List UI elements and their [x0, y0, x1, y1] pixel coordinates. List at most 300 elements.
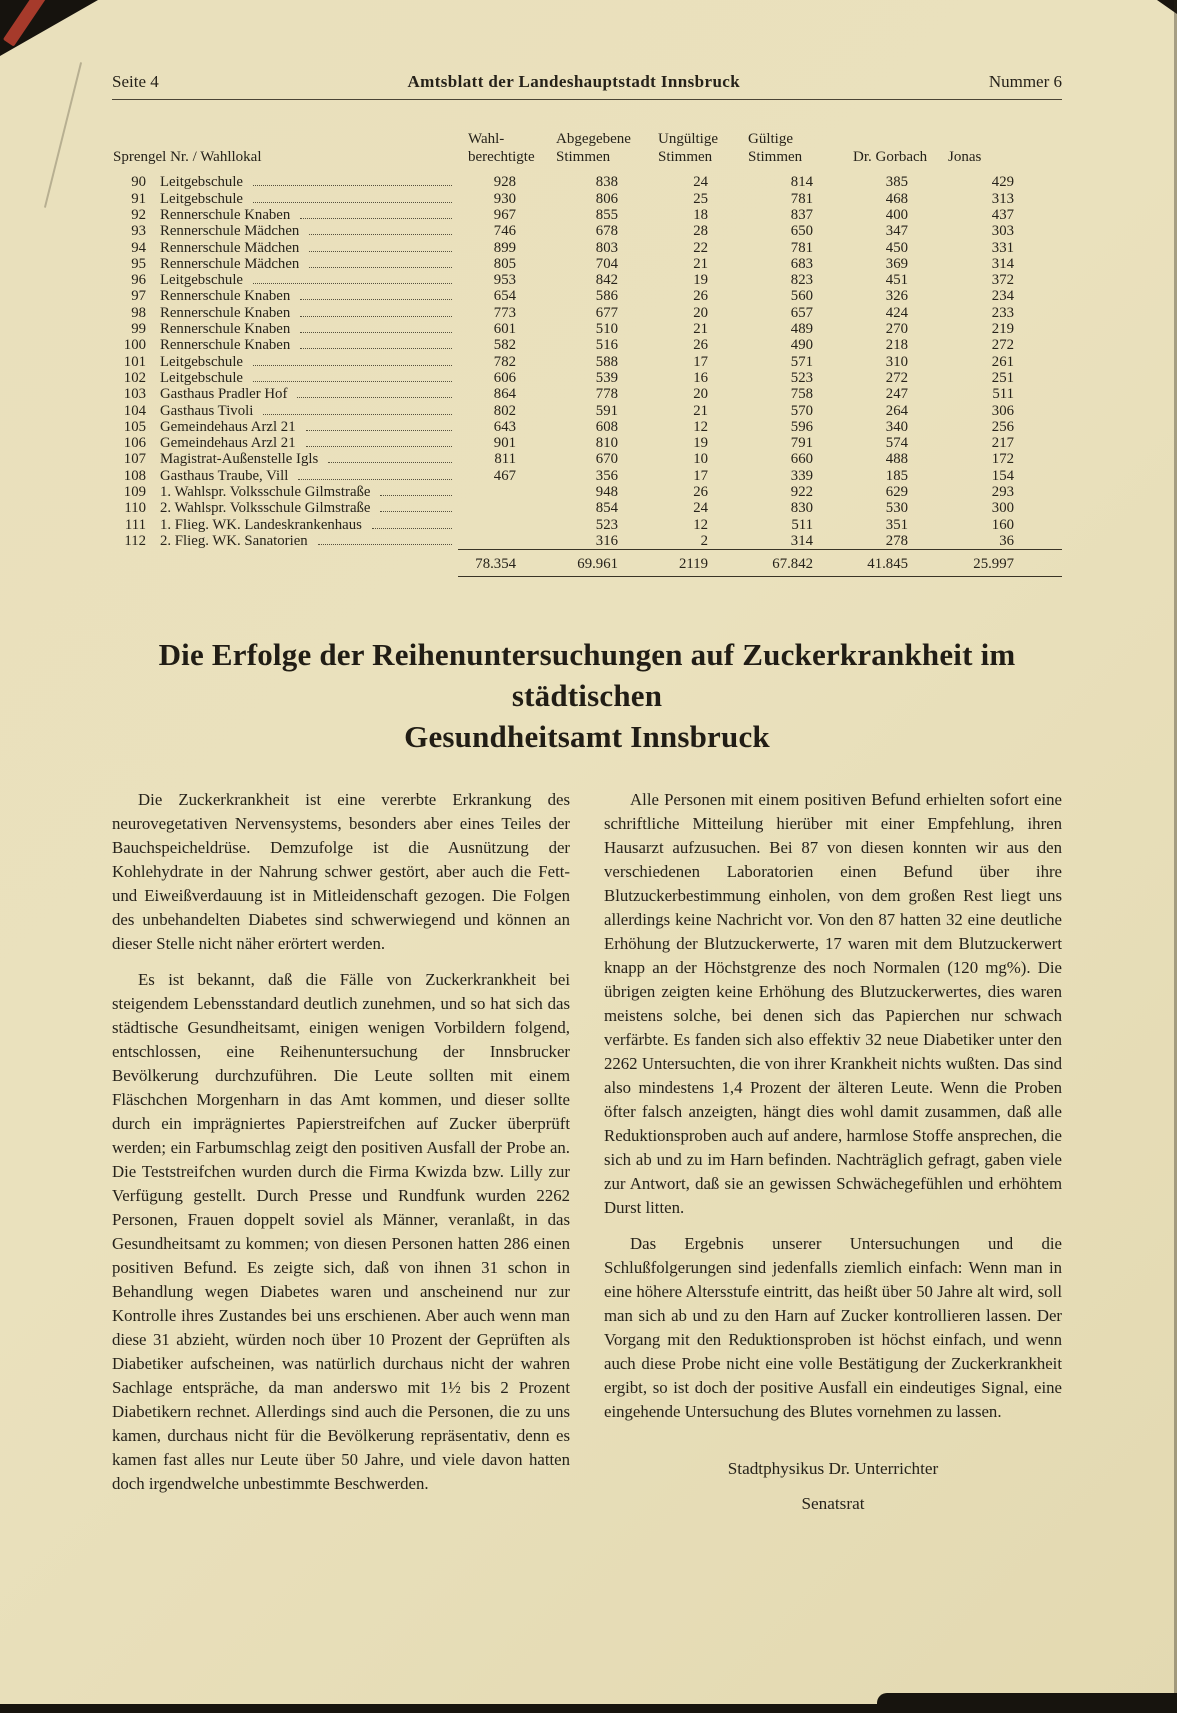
result-value: 451: [885, 272, 908, 289]
table-row: [112, 533, 1062, 550]
result-value: 758: [790, 386, 813, 403]
result-value: 510: [595, 321, 618, 338]
result-value: 591: [595, 402, 618, 419]
table-row: [112, 370, 1062, 386]
result-value: 571: [790, 353, 813, 370]
result-value: 806: [595, 190, 618, 207]
dot-leader: [328, 461, 452, 463]
col-header-line: Dr. Gorbach: [853, 148, 928, 165]
article-column-right: [604, 788, 1062, 1521]
result-value: 953: [493, 272, 516, 289]
result-value: 608: [595, 418, 618, 435]
article-column-right-paragraphs: [604, 788, 1062, 1424]
table-header: [112, 130, 1062, 174]
result-value: 437: [991, 206, 1014, 223]
result-value: 864: [493, 386, 516, 403]
table-row: [112, 451, 1062, 467]
result-value: 778: [595, 386, 618, 403]
result-value: 574: [885, 435, 908, 452]
result-value: 582: [493, 337, 516, 354]
table-row: [112, 500, 1062, 516]
result-value: 539: [595, 369, 618, 386]
polling-place-name: Rennerschule Knaben: [160, 304, 291, 321]
table-header-row: [112, 130, 1062, 174]
article-paragraph: Es ist bekannt, daß die Fälle von Zuckerkrankheit bei steigendem Lebensstandard deutlich zunehmen, und so hat sich das städtische Gesundheitsamt, einigen wenigen Vorbildern folgend, entschlossen, eine Reihenuntersuchung der Innsbrucker Bevölkerung durchzuführen. Die Leute sollten mit einem Fläschchen Morgenharn in das Amt kommen, und dieser sollte durch ein imprägniertes Papierstreifchen auf Zucker überprüft werden; ein Farbumschlag zeigt den positiven Ausfall der Probe an. Die Teststreifchen wurden durch die Firma Kwizda bzw. Lilly zur Verfügung gestellt. Durch Presse und Rundfunk wurden 2262 Personen, Frauen doppelt soviel als Männer, veranlaßt, in das Gesundheitsamt zu kommen; von diesen Personen hatten 286 einen positiven Befund. Es zeigte sich, daß von ihnen 31 schon in Behandlung wegen Diabetes waren und anscheinend nur zur Kontrolle ihres Zustandes bei uns erschienen. Aber auch wenn man diese 31 abzieht, würden noch über 10 Prozent der Geprüften als Diabetiker aufscheinen, was natürlich durchaus nicht der wahren Sachlage entspräche, da man anderswo mit 1½ bis 2 Prozent Diabetikern rechnet. Allerdings sind auch die Personen, die zu uns kamen, durchaus nicht für die Bevölkerung repräsentativ, denn es kamen fast alles nur Leute über 50 Jahre, und viele davon hatten doch irgendwelche unbestimmte Beschwerden.: [112, 970, 570, 1494]
result-value: 782: [493, 353, 516, 370]
result-value: [458, 533, 546, 550]
result-value: 21: [693, 321, 708, 338]
dot-leader: [253, 364, 452, 366]
table-row: [112, 174, 1062, 190]
result-value: 781: [790, 239, 813, 256]
polling-place-cell: [112, 517, 458, 533]
polling-place-cell: [112, 403, 458, 419]
result-value: 264: [885, 402, 908, 419]
precinct-number: 110: [124, 500, 146, 517]
precinct-number: 95: [131, 255, 146, 272]
result-value: 36: [999, 532, 1014, 549]
table-row: [112, 337, 1062, 353]
col-header-line: Wahl-: [468, 131, 505, 147]
article-paragraph: Das Ergebnis unserer Untersuchungen und die Schlußfolgerungen sind jedenfalls ziemlich einfach: Wenn man in eine höhere Altersstufe eintritt, das heißt über 50 Jahre alt wird, soll man sich ab und zu den Harn auf Zucker kontrollieren lassen. Der Vorgang mit den Reduktionsproben ist höchst einfach, und wenn auch diese Probe nicht eine volle Bestätigung der Zuckerkrankheit ergibt, so ist doch der positive Ausfall ein eindeutiges Signal, eine eingehende Untersuchung des Blutes vornehmen zu lassen.: [604, 1234, 1062, 1422]
result-value: 347: [885, 223, 908, 240]
result-value: 490: [790, 337, 813, 354]
result-value: 18: [693, 206, 708, 223]
result-value: 22: [693, 239, 708, 256]
result-value: 650: [790, 223, 813, 240]
precinct-number: 97: [131, 288, 146, 305]
precinct-number: 101: [123, 353, 146, 370]
precinct-number: 98: [131, 304, 146, 321]
election-results-table: [112, 130, 1062, 577]
result-value: 310: [885, 353, 908, 370]
polling-place-name: 1. Flieg. WK. Landeskrankenhaus: [160, 516, 362, 533]
col-header: [546, 130, 648, 174]
page-content: [112, 72, 1062, 1521]
col-header-line: Jonas: [948, 148, 982, 165]
col-header-line: Gültige: [748, 131, 793, 147]
result-value: 523: [790, 369, 813, 386]
result-value: 251: [991, 369, 1014, 386]
col-header-line: berechtigte: [468, 148, 535, 165]
result-value: 160: [991, 516, 1014, 533]
result-value: 385: [885, 174, 908, 191]
result-value: 530: [885, 500, 908, 517]
polling-place-name: Magistrat-Außenstelle Igls: [160, 451, 319, 468]
precinct-number: 105: [123, 418, 146, 435]
col-header: [843, 130, 938, 174]
result-value: 803: [595, 239, 618, 256]
polling-place-name: Rennerschule Knaben: [160, 206, 291, 223]
precinct-number: 109: [123, 484, 146, 501]
polling-place-cell: [112, 305, 458, 321]
headline-line-1: Die Erfolge der Reihenuntersuchungen auf Zuckerkrankheit im städtischen: [158, 637, 1016, 714]
precinct-number: 102: [123, 369, 146, 386]
table-row: [112, 256, 1062, 272]
result-value: 791: [790, 435, 813, 452]
result-value: 489: [790, 321, 813, 338]
table-row: [112, 386, 1062, 402]
article-headline: [112, 635, 1062, 758]
total-value: 2119: [648, 550, 738, 577]
total-value: 78.354: [458, 550, 546, 577]
dot-leader: [380, 494, 452, 496]
result-value: 677: [595, 304, 618, 321]
result-value: 467: [493, 467, 516, 484]
result-value: 773: [493, 304, 516, 321]
polling-place-cell: [112, 386, 458, 402]
result-value: 272: [885, 369, 908, 386]
result-value: 17: [693, 353, 708, 370]
polling-place-name: Gasthaus Traube, Vill: [160, 467, 289, 484]
col-header: [648, 130, 738, 174]
result-value: 313: [991, 190, 1014, 207]
polling-place-cell: [112, 468, 458, 484]
polling-place-cell: [112, 174, 458, 190]
result-value: 19: [693, 272, 708, 289]
precinct-number: 104: [123, 402, 146, 419]
dot-leader: [306, 445, 452, 447]
result-value: 838: [595, 174, 618, 191]
total-value: 69.961: [546, 550, 648, 577]
col-header-line: Abgegebene: [556, 131, 631, 147]
result-value: 234: [991, 288, 1014, 305]
polling-place-name: Leitgebschule: [160, 272, 243, 289]
result-value: [458, 484, 546, 500]
result-value: 588: [595, 353, 618, 370]
totals-row: [112, 550, 1062, 577]
result-value: 837: [790, 206, 813, 223]
dot-leader: [380, 510, 452, 512]
total-value: 41.845: [843, 550, 938, 577]
result-value: 24: [693, 174, 708, 191]
dot-leader: [300, 331, 452, 333]
result-value: 16: [693, 369, 708, 386]
result-value: 928: [493, 174, 516, 191]
result-value: 20: [693, 304, 708, 321]
result-value: 351: [885, 516, 908, 533]
result-value: 670: [595, 451, 618, 468]
polling-place-cell: [112, 337, 458, 353]
col-header-line: Stimmen: [658, 148, 713, 165]
result-value: 424: [885, 304, 908, 321]
signature-block: [604, 1452, 1062, 1521]
table-body: [112, 174, 1062, 549]
result-value: 922: [790, 484, 813, 501]
table-row: [112, 305, 1062, 321]
precinct-number: 96: [131, 272, 146, 289]
table-row: [112, 354, 1062, 370]
polling-place-cell: [112, 288, 458, 304]
polling-place-cell: [112, 533, 458, 550]
table-row: [112, 272, 1062, 288]
result-value: 261: [991, 353, 1014, 370]
dot-leader: [253, 282, 452, 284]
result-value: 293: [991, 484, 1014, 501]
result-value: 339: [790, 467, 813, 484]
dot-leader: [300, 298, 452, 300]
precinct-number: 92: [131, 206, 146, 223]
article-column-left: [112, 788, 570, 1521]
result-value: 21: [693, 255, 708, 272]
dot-leader: [372, 527, 452, 529]
col-header-wahllokal: Sprengel Nr. / Wahllokal: [113, 149, 262, 166]
scan-artifact-scratch: [44, 62, 82, 208]
dot-leader: [318, 543, 452, 545]
result-value: 948: [595, 484, 618, 501]
table-row: [112, 321, 1062, 337]
polling-place-name: Rennerschule Mädchen: [160, 255, 300, 272]
signature-title: Senatsrat: [801, 1493, 865, 1513]
col-header: [738, 130, 843, 174]
polling-place-name: Leitgebschule: [160, 174, 243, 191]
result-value: 606: [493, 369, 516, 386]
article-paragraph: Alle Personen mit einem positiven Befund erhielten sofort eine schriftliche Mitteilung hierüber mit einer Empfehlung, ihren Hausarzt aufzusuchen. Bei 87 von diesen konnten wir aus den verschiedenen Laboratorien einen Befund über ihre Blutzuckerbestimmung einholen, von dem großen Rest liegt uns allerdings keine Nachricht vor. Von den 87 hatten 32 eine deutliche Erhöhung der Blutzuckerwerte, 17 waren mit dem Blutzuckerwert knapp an der Höchstgrenze des noch Normalen (120 mg%). Die übrigen zeigten keine Erhöhung des Blutzuckerwertes, dies waren meistens solche, bei denen sich das Papierchen nur schwach verfärbte. Es fanden sich also effektiv 32 neue Diabetiker unter den 2262 Untersuchten, die von ihrer Krankheit nichts wußten. Das sind also mindestens 1,4 Prozent der älteren Leute. Wenn die Proben öfter falsch anzeigten, hängt dies wohl damit zusammen, daß alle Reduktionsproben auch auf andere, harmlose Stoffe ansprechen, die sich ab und zu im Harn befinden. Nachträglich gefragt, gaben viele zur Antwort, daß sie an gewissen Schwächegefühlen und erhöhtem Durst litten.: [604, 789, 1062, 1218]
polling-place-name: Rennerschule Knaben: [160, 321, 291, 338]
col-header: [458, 130, 546, 174]
polling-place-name: Leitgebschule: [160, 353, 243, 370]
result-value: 272: [991, 337, 1014, 354]
polling-place-name: 1. Wahlspr. Volksschule Gilmstraße: [160, 484, 371, 501]
result-value: 901: [493, 435, 516, 452]
result-value: 19: [693, 435, 708, 452]
result-value: 185: [885, 467, 908, 484]
dot-leader: [300, 347, 452, 349]
result-value: 657: [790, 304, 813, 321]
result-value: 340: [885, 418, 908, 435]
result-value: 326: [885, 288, 908, 305]
precinct-number: 106: [123, 435, 146, 452]
result-value: 805: [493, 255, 516, 272]
result-value: 331: [991, 239, 1014, 256]
result-value: 899: [493, 239, 516, 256]
result-value: 629: [885, 484, 908, 501]
polling-place-cell: [112, 435, 458, 451]
result-value: 511: [791, 516, 813, 533]
dot-leader: [300, 315, 452, 317]
scan-artifact-bottom-right-corner: [877, 1693, 1177, 1713]
result-value: 855: [595, 206, 618, 223]
result-value: 654: [493, 288, 516, 305]
dot-leader: [253, 184, 452, 186]
totals-label-cell: [112, 550, 458, 577]
result-value: 316: [595, 532, 618, 549]
polling-place-cell: [112, 272, 458, 288]
result-value: 154: [991, 467, 1014, 484]
result-value: 10: [693, 451, 708, 468]
table-footer: [112, 550, 1062, 577]
result-value: 930: [493, 190, 516, 207]
table-row: [112, 288, 1062, 304]
result-value: 21: [693, 402, 708, 419]
precinct-number: 107: [123, 451, 146, 468]
total-value: 67.842: [738, 550, 843, 577]
polling-place-name: Gasthaus Tivoli: [160, 402, 254, 419]
masthead-title: Amtsblatt der Landeshauptstadt Innsbruck: [407, 72, 741, 91]
table-row: [112, 207, 1062, 223]
result-value: 26: [693, 337, 708, 354]
result-value: 372: [991, 272, 1014, 289]
result-value: 781: [790, 190, 813, 207]
polling-place-name: 2. Wahlspr. Volksschule Gilmstraße: [160, 500, 371, 517]
polling-place-cell: [112, 354, 458, 370]
polling-place-name: Rennerschule Mädchen: [160, 223, 300, 240]
result-value: 300: [991, 500, 1014, 517]
col-header: [938, 130, 1062, 174]
result-value: 314: [991, 255, 1014, 272]
result-value: 278: [885, 532, 908, 549]
result-value: 233: [991, 304, 1014, 321]
dot-leader: [309, 266, 452, 268]
page-number: Seite 4: [112, 72, 159, 91]
dot-leader: [253, 201, 452, 203]
result-value: 643: [493, 418, 516, 435]
result-value: 511: [992, 386, 1014, 403]
result-value: 219: [991, 321, 1014, 338]
result-value: 586: [595, 288, 618, 305]
result-value: 830: [790, 500, 813, 517]
signature-name: Stadtphysikus Dr. Unterrichter: [727, 1459, 939, 1479]
result-value: 704: [595, 255, 618, 272]
result-value: 468: [885, 190, 908, 207]
result-value: 20: [693, 386, 708, 403]
precinct-number: 90: [131, 174, 146, 191]
result-value: 12: [693, 516, 708, 533]
table-row: [112, 435, 1062, 451]
table-row: [112, 484, 1062, 500]
result-value: 172: [991, 451, 1014, 468]
table-row: [112, 240, 1062, 256]
polling-place-cell: [112, 484, 458, 500]
precinct-number: 99: [131, 321, 146, 338]
result-value: 523: [595, 516, 618, 533]
result-value: 802: [493, 402, 516, 419]
dot-leader: [300, 217, 452, 219]
dot-leader: [297, 396, 452, 398]
result-value: 660: [790, 451, 813, 468]
total-value: 25.997: [938, 550, 1062, 577]
result-value: 596: [790, 418, 813, 435]
table-row: [112, 468, 1062, 484]
result-value: 247: [885, 386, 908, 403]
result-value: 450: [885, 239, 908, 256]
result-value: 26: [693, 288, 708, 305]
article-paragraph: Die Zuckerkrankheit ist eine vererbte Erkrankung des neurovegetativen Nervensystems, besonders aber eines Teiles der Bauchspeicheldrüse. Demzufolge ist die Ausnützung der Kohlehydrate in der Nahrung schwer gestört, aber auch die Fett- und Eiweißverdauung ist in Mitleidenschaft gezogen. Die Folgen des unbehandelten Diabetes sind schwerwiegend und können an dieser Stelle nicht näher erörtert werden.: [112, 789, 570, 954]
table-row: [112, 191, 1062, 207]
col-header-line: Stimmen: [748, 148, 803, 165]
result-value: 314: [790, 532, 813, 549]
result-value: 217: [991, 435, 1014, 452]
result-value: 683: [790, 255, 813, 272]
precinct-number: 108: [123, 467, 146, 484]
result-value: [458, 517, 546, 533]
precinct-number: 94: [131, 239, 146, 256]
polling-place-name: 2. Flieg. WK. Sanatorien: [160, 533, 308, 550]
polling-place-name: Gemeindehaus Arzl 21: [160, 418, 296, 435]
result-value: 256: [991, 418, 1014, 435]
result-value: 28: [693, 223, 708, 240]
table-row: [112, 223, 1062, 239]
polling-place-cell: [112, 256, 458, 272]
polling-place-name: Rennerschule Knaben: [160, 288, 291, 305]
polling-place-name: Rennerschule Mädchen: [160, 239, 300, 256]
result-value: 17: [693, 467, 708, 484]
precinct-number: 93: [131, 223, 146, 240]
dot-leader: [298, 478, 452, 480]
polling-place-name: Leitgebschule: [160, 190, 243, 207]
dot-leader: [306, 429, 452, 431]
precinct-number: 112: [124, 533, 146, 550]
result-value: [458, 500, 546, 516]
precinct-number: 103: [123, 386, 146, 403]
result-value: 810: [595, 435, 618, 452]
result-value: 854: [595, 500, 618, 517]
result-value: 356: [595, 467, 618, 484]
result-value: 560: [790, 288, 813, 305]
polling-place-name: Rennerschule Knaben: [160, 337, 291, 354]
result-value: 24: [693, 500, 708, 517]
result-value: 12: [693, 418, 708, 435]
polling-place-cell: [112, 321, 458, 337]
col-header-line: Stimmen: [556, 148, 611, 165]
polling-place-name: Gasthaus Pradler Hof: [160, 386, 288, 403]
result-value: 967: [493, 206, 516, 223]
running-header: [112, 72, 1062, 100]
result-value: 400: [885, 206, 908, 223]
result-value: 516: [595, 337, 618, 354]
result-value: 2: [700, 532, 708, 549]
result-value: 26: [693, 484, 708, 501]
result-value: 25: [693, 190, 708, 207]
polling-place-cell: [112, 419, 458, 435]
result-value: 303: [991, 223, 1014, 240]
dot-leader: [263, 413, 452, 415]
result-value: 814: [790, 174, 813, 191]
result-value: 429: [991, 174, 1014, 191]
polling-place-cell: [112, 240, 458, 256]
dot-leader: [253, 380, 452, 382]
polling-place-cell: [112, 191, 458, 207]
result-value: 811: [494, 451, 516, 468]
dot-leader: [309, 233, 452, 235]
result-value: 218: [885, 337, 908, 354]
result-value: 746: [493, 223, 516, 240]
dot-leader: [309, 250, 452, 252]
polling-place-name: Gemeindehaus Arzl 21: [160, 435, 296, 452]
result-value: 270: [885, 321, 908, 338]
table-row: [112, 419, 1062, 435]
result-value: 823: [790, 272, 813, 289]
result-value: 488: [885, 451, 908, 468]
polling-place-name: Leitgebschule: [160, 369, 243, 386]
result-value: 306: [991, 402, 1014, 419]
result-value: 570: [790, 402, 813, 419]
polling-place-cell: [112, 370, 458, 386]
result-value: 678: [595, 223, 618, 240]
polling-place-cell: [112, 451, 458, 467]
polling-place-cell: [112, 207, 458, 223]
headline-line-2: Gesundheitsamt Innsbruck: [404, 719, 770, 755]
precinct-number: 100: [123, 337, 146, 354]
result-value: 842: [595, 272, 618, 289]
article-columns: [112, 788, 1062, 1521]
precinct-number: 91: [131, 190, 146, 207]
result-value: 369: [885, 255, 908, 272]
result-value: 601: [493, 321, 516, 338]
issue-number: Nummer 6: [988, 72, 1062, 91]
table-row: [112, 403, 1062, 419]
precinct-number: 111: [124, 516, 146, 533]
